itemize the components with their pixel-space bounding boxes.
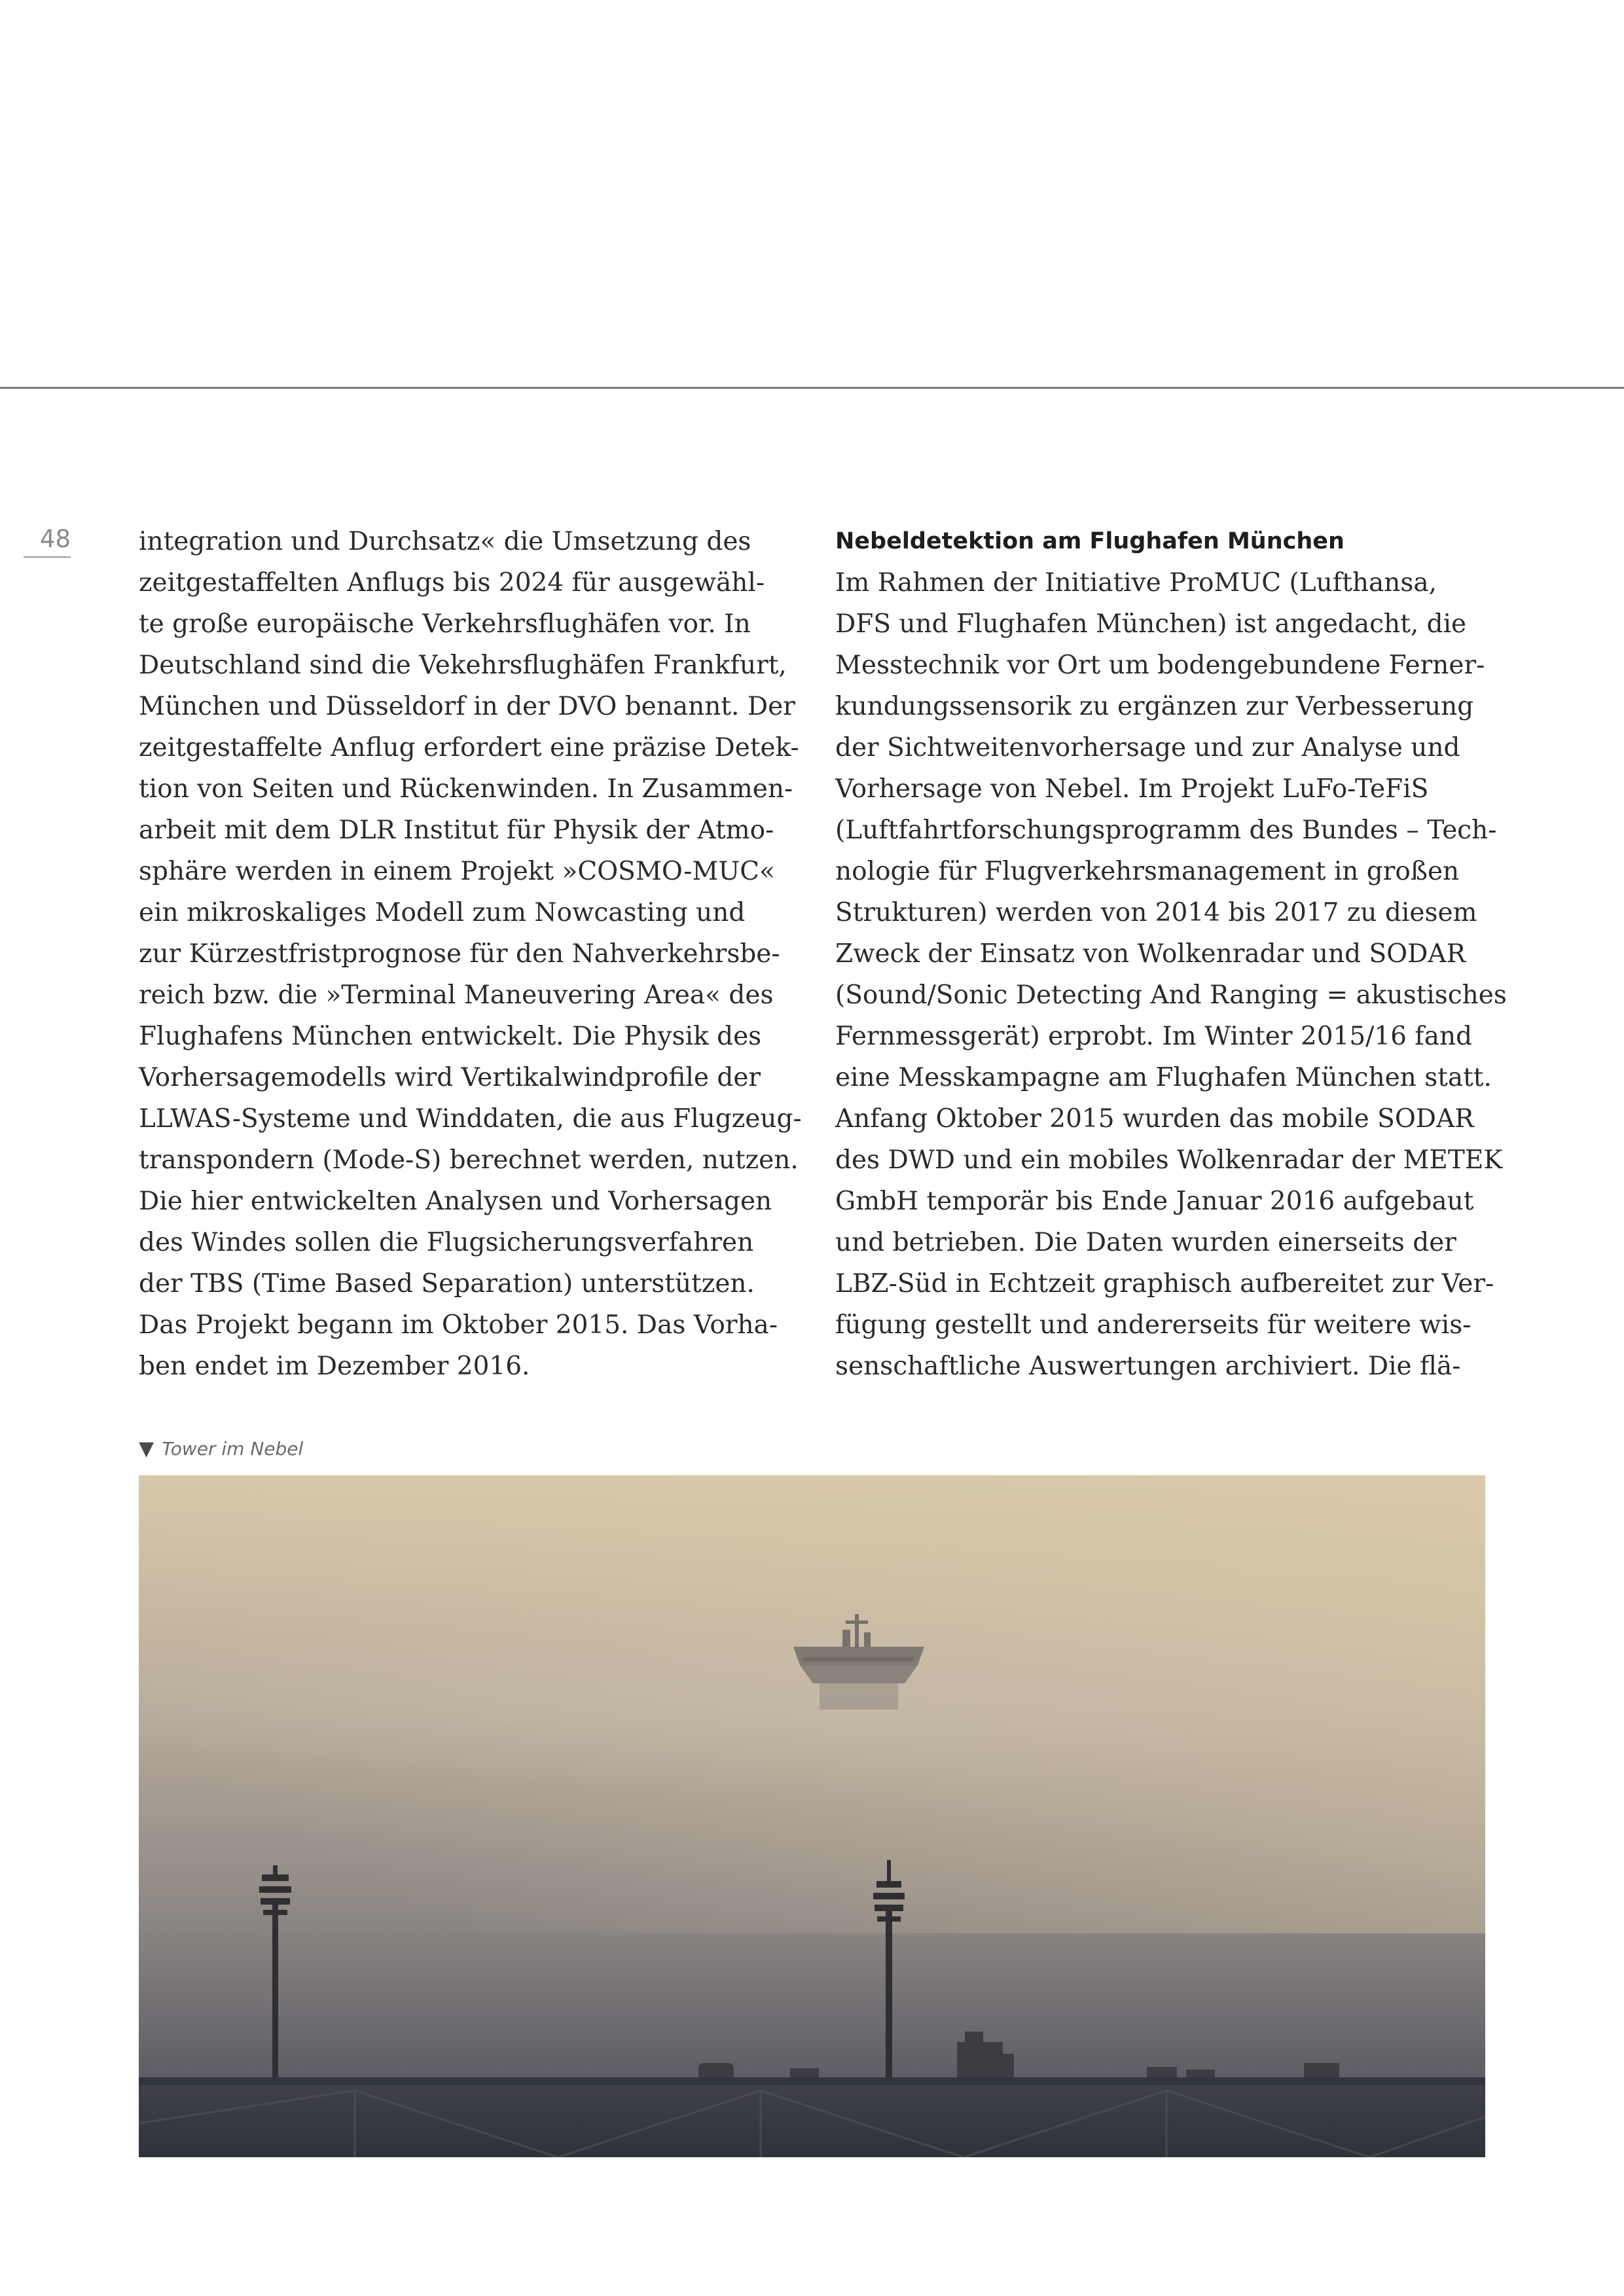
roof-surface xyxy=(139,2085,1485,2157)
text-line: Messtechnik vor Ort um bodengebundene Ferner- xyxy=(835,651,1485,680)
text-line: Strukturen) werden von 2014 bis 2017 zu diesem xyxy=(835,898,1477,927)
text-line: des Windes sollen die Flugsicherungsverfahren xyxy=(139,1228,754,1257)
fog-scene-illustration xyxy=(139,1475,1485,2157)
text-line: Fernmessgerät) erprobt. Im Winter 2015/16 fand xyxy=(835,1022,1473,1051)
text-line: ben endet im Dezember 2016. xyxy=(139,1352,530,1381)
text-line: zeitgestaffelten Anflugs bis 2024 für ausgewähl- xyxy=(139,568,765,598)
caption-text: Tower im Nebel xyxy=(162,1438,304,1460)
figure-caption xyxy=(139,1433,303,1465)
roof-edge xyxy=(139,2077,1485,2085)
text-line: integration und Durchsatz« die Umsetzung des xyxy=(139,527,751,556)
page-number-underline xyxy=(24,556,71,558)
text-line: nologie für Flugverkehrsmanagement in großen xyxy=(835,857,1460,886)
text-line: Deutschland sind die Vekehrsflughäfen Frankfurt, xyxy=(139,651,787,680)
text-line: und betrieben. Die Daten wurden einerseits der xyxy=(835,1228,1456,1257)
right-text-column xyxy=(835,521,1507,1387)
text-line: sphäre werden in einem Projekt »COSMO-MUC« xyxy=(139,857,775,886)
page-number: 48 xyxy=(39,525,71,553)
top-horizontal-rule xyxy=(0,387,1624,389)
text-line: zur Kürzestfristprognose für den Nahverkehrsbe- xyxy=(139,939,780,969)
text-line: arbeit mit dem DLR Institut für Physik der Atmo- xyxy=(139,816,774,845)
text-line: fügung gestellt und andererseits für weitere wis- xyxy=(835,1310,1471,1340)
text-line: Das Projekt begann im Oktober 2015. Das Vorha- xyxy=(139,1310,778,1340)
text-line: zeitgestaffelte Anflug erfordert eine präzise Detek- xyxy=(139,733,799,762)
text-line: LLWAS-Systeme und Winddaten, die aus Flugzeug- xyxy=(139,1104,802,1134)
text-line: DFS und Flughafen München) ist angedacht, die xyxy=(835,609,1467,639)
tower-in-fog-photo xyxy=(139,1475,1485,2157)
text-line: eine Messkampagne am Flughafen München statt. xyxy=(835,1063,1492,1092)
text-line: Anfang Oktober 2015 wurden das mobile SODAR xyxy=(835,1104,1474,1134)
text-line: der TBS (Time Based Separation) unterstützen. xyxy=(139,1269,755,1299)
fog-band xyxy=(139,1606,1485,1789)
left-text-column xyxy=(139,521,802,1387)
text-line: senschaftliche Auswertungen archiviert. Die flä- xyxy=(835,1352,1461,1381)
text-line: transpondern (Mode-S) berechnet werden, nutzen. xyxy=(139,1145,799,1175)
text-line: ein mikroskaliges Modell zum Nowcasting und xyxy=(139,898,746,927)
text-line: München und Düsseldorf in der DVO benannt. Der xyxy=(139,692,795,721)
text-line: Vorhersage von Nebel. Im Projekt LuFo-TeFiS xyxy=(835,774,1429,804)
text-line: Im Rahmen der Initiative ProMUC (Lufthansa, xyxy=(835,568,1437,598)
text-line: reich bzw. die »Terminal Maneuvering Area« des xyxy=(139,980,774,1010)
text-line: Vorhersagemodells wird Vertikalwindprofile der xyxy=(139,1063,761,1092)
text-line: kundungssensorik zu ergänzen zur Verbesserung xyxy=(835,692,1474,721)
caption-triangle-icon: ▼ xyxy=(139,1437,154,1460)
text-line: der Sichtweitenvorhersage und zur Analyse und xyxy=(835,733,1460,762)
text-line: Zweck der Einsatz von Wolkenradar und SODAR xyxy=(835,939,1466,969)
text-line: Die hier entwickelten Analysen und Vorhersagen xyxy=(139,1187,772,1216)
text-line: te große europäische Verkehrsflughäfen vor. In xyxy=(139,609,751,639)
text-line: (Luftfahrtforschungsprogramm des Bundes – Tech- xyxy=(835,816,1497,845)
text-line: des DWD und ein mobiles Wolkenradar der METEK xyxy=(835,1145,1503,1175)
text-line: LBZ-Süd in Echtzeit graphisch aufbereitet zur Ver- xyxy=(835,1269,1494,1299)
section-heading: Nebeldetektion am Flughafen München xyxy=(835,528,1344,554)
text-line: GmbH temporär bis Ende Januar 2016 aufgebaut xyxy=(835,1187,1474,1216)
text-line: Flughafens München entwickelt. Die Physik des xyxy=(139,1022,762,1051)
text-line: (Sound/Sonic Detecting And Ranging = akustisches xyxy=(835,980,1507,1010)
text-line: tion von Seiten und Rückenwinden. In Zusammen- xyxy=(139,774,793,804)
